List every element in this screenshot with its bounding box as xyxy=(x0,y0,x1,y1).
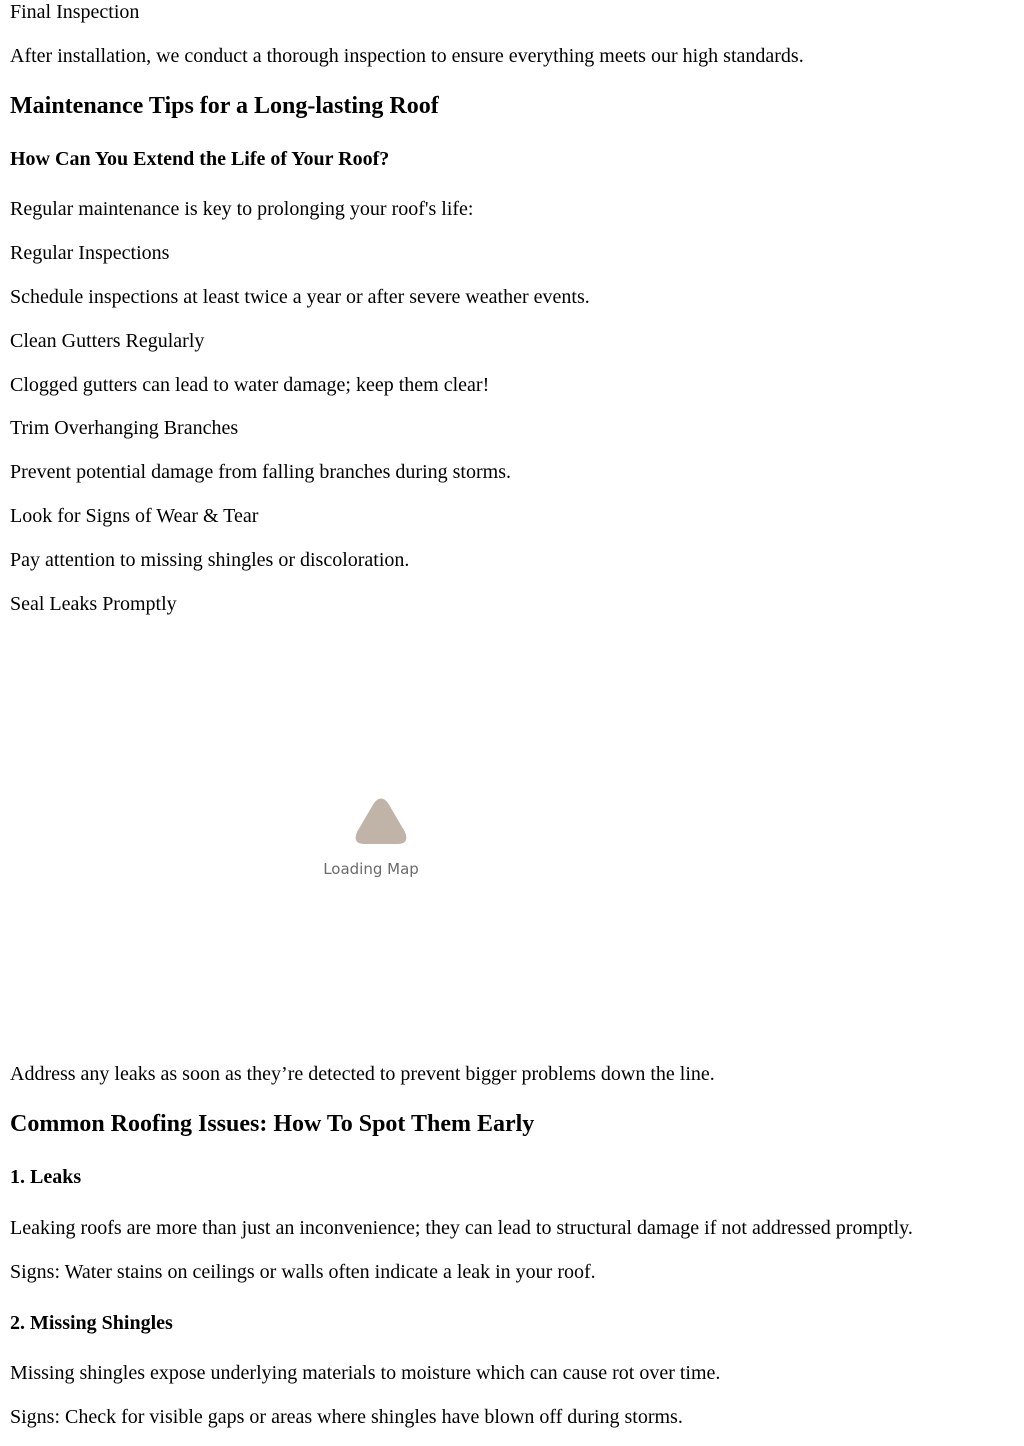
maintenance-subheading: How Can You Extend the Life of Your Roof? xyxy=(10,148,390,170)
tip-text: Clogged gutters can lead to water damage; keep them clear! xyxy=(10,374,490,396)
tip-title: Regular Inspections xyxy=(10,242,170,264)
issue-title: 2. Missing Shingles xyxy=(10,1312,173,1334)
tip-title: Look for Signs of Wear & Tear xyxy=(10,505,259,527)
tip-text: Address any leaks as soon as they’re detected to prevent bigger problems down the line. xyxy=(10,1063,715,1085)
issue-text: Missing shingles expose underlying materials to moisture which can cause rot over time. xyxy=(10,1362,721,1384)
issue-title: 1. Leaks xyxy=(10,1166,82,1188)
final-inspection-title: Final Inspection xyxy=(10,1,140,23)
tip-title: Clean Gutters Regularly xyxy=(10,330,205,352)
issue-signs: Signs: Check for visible gaps or areas where shingles have blown off during storms. xyxy=(10,1406,683,1428)
tip-text: Schedule inspections at least twice a year or after severe weather events. xyxy=(10,286,590,308)
maintenance-heading: Maintenance Tips for a Long-lasting Roof xyxy=(10,93,439,119)
map-embed[interactable] xyxy=(10,627,732,1057)
tip-title: Seal Leaks Promptly xyxy=(10,593,177,615)
tip-text: Prevent potential damage from falling branches during storms. xyxy=(10,461,511,483)
map-loading-triangle-icon xyxy=(355,798,407,846)
issue-text: Leaking roofs are more than just an inconvenience; they can lead to structural damage if not addressed promptly. xyxy=(10,1217,913,1239)
final-inspection-text: After installation, we conduct a thorough inspection to ensure everything meets our high standards. xyxy=(10,45,804,67)
common-issues-heading: Common Roofing Issues: How To Spot Them Early xyxy=(10,1111,535,1137)
tip-title: Trim Overhanging Branches xyxy=(10,417,239,439)
issue-signs: Signs: Water stains on ceilings or walls often indicate a leak in your roof. xyxy=(10,1261,596,1283)
tip-text: Pay attention to missing shingles or discoloration. xyxy=(10,549,410,571)
map-loading-label: Loading Map xyxy=(323,860,419,878)
maintenance-intro: Regular maintenance is key to prolonging your roof's life: xyxy=(10,198,474,220)
